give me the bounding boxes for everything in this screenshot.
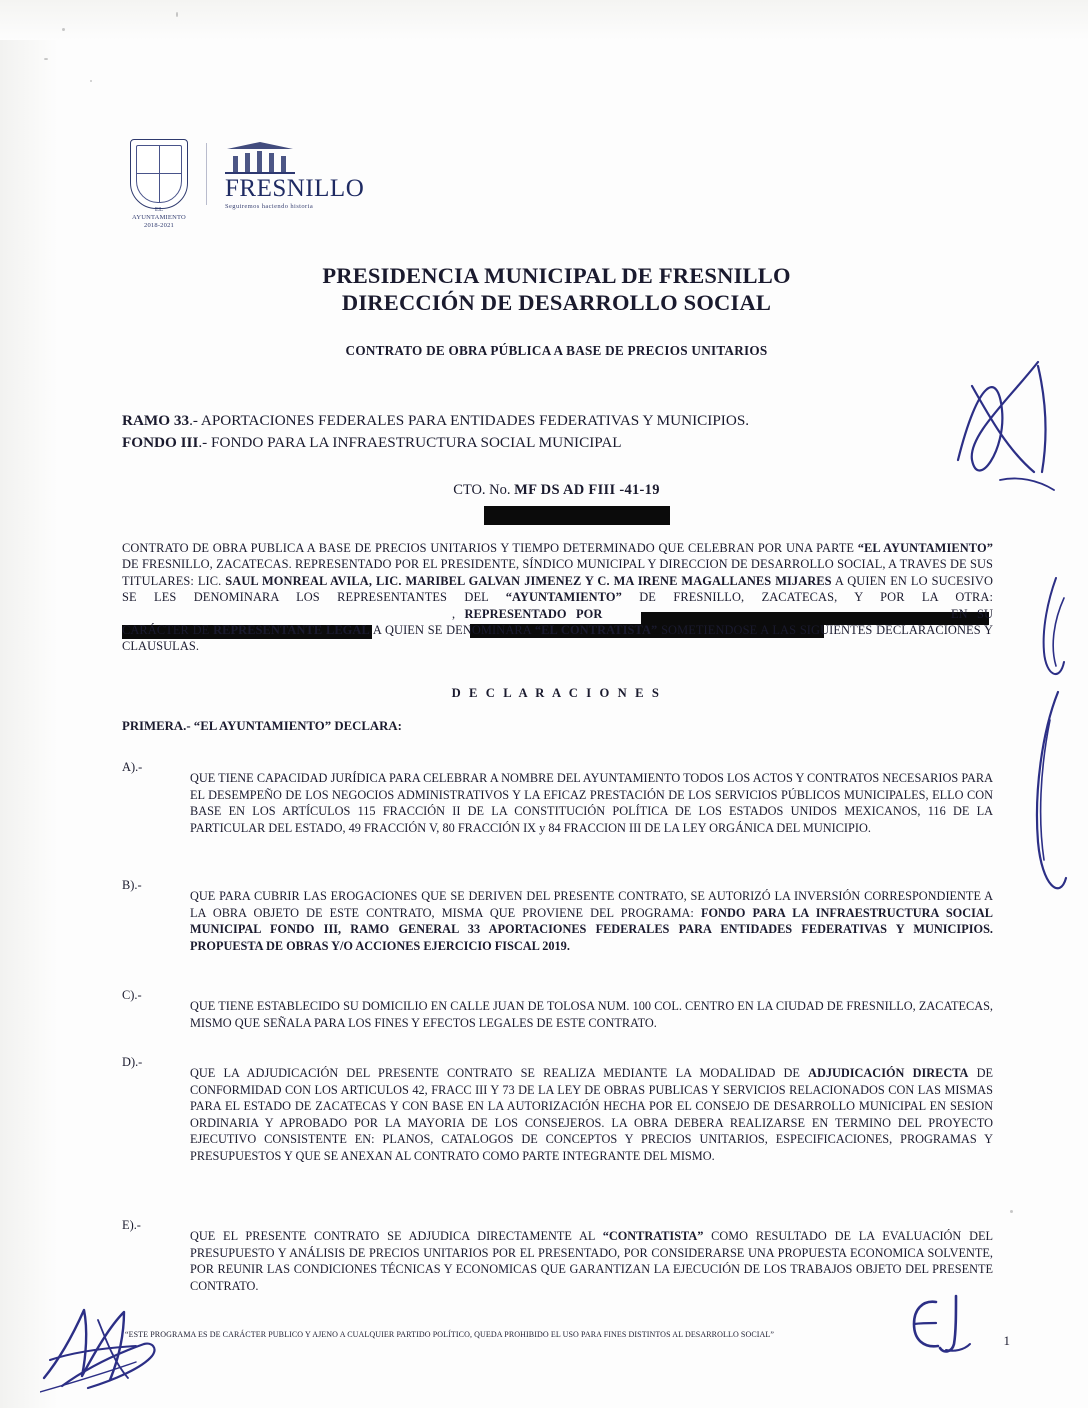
- municipal-crest-icon: [130, 139, 188, 229]
- scan-speck: [44, 58, 48, 60]
- document-subtitle: CONTRATO DE OBRA PÚBLICA A BASE DE PRECIOS UNITARIOS: [345, 342, 768, 358]
- scan-edge-top: [0, 0, 1088, 40]
- clause-c-text: QUE TIENE ESTABLECIDO SU DOMICILIO EN CALLE JUAN DE TOLOSA NUM. 100 COL. CENTRO EN LA CIUDAD DE FRESNILLO, ZACATECAS, MISMO QUE SEÑALA PARA LOS FINES Y EFECTOS LEGALES DE ESTE CONTRATO.: [190, 999, 993, 1030]
- fresnillo-logo: [225, 138, 364, 210]
- ramo-label: RAMO 33: [122, 412, 190, 429]
- clause-b-label: B).-: [122, 878, 142, 892]
- brand-tagline: Seguiremos haciendo historia: [225, 203, 314, 210]
- clause-primera-heading: PRIMERA.- “EL AYUNTAMIENTO” DECLARA:: [122, 719, 402, 733]
- crest-caption-line2: 2018-2021: [144, 221, 174, 229]
- clause-a: [122, 760, 993, 836]
- intro-text-3: A QUIEN EN LO SUCESIVO SE LES DENOMINARA LOS REPRESENTANTES DEL: [122, 573, 993, 605]
- page-title-line2: DIRECCIÓN DE DESARROLLO SOCIAL: [341, 290, 772, 316]
- clause-d-label: D).-: [122, 1055, 143, 1069]
- intro-bold-contratista: “EL CONTRATISTA”: [534, 622, 658, 637]
- letterhead: [130, 138, 365, 229]
- clause-e-label: E).-: [122, 1218, 141, 1232]
- clause-d-text-rest: DE CONFORMIDAD CON LOS ARTICULOS 42, FRACC III Y 73 DE LA LEY DE OBRAS PUBLICAS Y SERVICIOS RELACIONADOS CON LAS MISMAS PARA EL ESTADO DE ZACATECAS Y CON BASE EN LA AUTORIZACIÓN HECHA POR EL CONSEJO DE DESARROLLO MUNICIPAL EN SESION ORDINARIA Y APROBADO POR LA MAYORIA DE LOS CONSEJEROS. LA OBRA DEBERA REALIZARSE EN TERMINO DEL PROYECTO EJECUTIVO CONSISTENTE EN: PLANOS, CATALOGOS DE CONCEPTOS Y PRECIOS UNITARIOS, ESPECIFICACIONES, PROGRAMAS Y PRESUPUESTOS Y QUE SE ANEXAN AL CONTRATO COMO PARTE INTEGRANTE DEL MISMO.: [190, 1066, 993, 1163]
- clause-d: [122, 1055, 993, 1165]
- clause-c-label: C).-: [122, 988, 142, 1002]
- cto-number: MF DS AD FIII -41-19: [514, 482, 660, 498]
- intro-bold-titulares: SAUL MONREAL AVILA, LIC. MARIBEL GALVAN JIMENEZ Y C. MA IRENE MAGALLANES MIJARES: [225, 573, 832, 588]
- intro-text-7: A QUIEN SE DENOMINARA: [369, 622, 535, 637]
- clause-a-text: QUE TIENE CAPACIDAD JURÍDICA PARA CELEBRAR A NOMBRE DEL AYUNTAMIENTO TODOS LOS ACTOS Y CONTRATOS NECESARIOS PARA EL DESEMPEÑO DE LOS NEGOCIOS ADMINISTRATIVOS Y LA EFICAZ PRESTACIÓN DE LOS SERVICIOS PÚBLICOS MUNICIPALES, ELLO CON BASE EN LOS ARTÍCULOS 115 FRACCIÓN II DE LA CONSTITUCIÓN POLÍTICA DE LOS ESTADOS UNIDOS MEXICANOS, 116 DE LA PARTICULAR DEL ESTADO, 49 FRACCIÓN V, 80 FRACCIÓN IX y 84 FRACCION III DE LA LEY ORGÁNICA DEL MUNICIPIO.: [190, 771, 993, 835]
- clause-d-text-plain: QUE LA ADJUDICACIÓN DEL PRESENTE CONTRATO SE REALIZA MEDIANTE LA MODALIDAD DE: [190, 1066, 809, 1080]
- brand-wordmark: [225, 176, 364, 201]
- brand-word-text: FRESNILL: [225, 175, 346, 202]
- signature-initials-e: [906, 1290, 978, 1360]
- clause-b-text-plain: QUE PARA CUBRIR LAS EROGACIONES QUE SE DERIVEN DEL PRESENTE CONTRATO, SE AUTORIZÓ LA INVERSIÓN CORRESPONDIENTE A LA OBRA OBJETO DE ESTE CONTRATO, MISMA QUE PROVIENE DEL PROGRAMA:: [190, 889, 993, 920]
- declarations-heading: D E C L A R A C I O N E S: [451, 686, 662, 700]
- fondo-text: .- FONDO PARA LA INFRAESTRUCTURA SOCIAL MUNICIPAL: [198, 434, 622, 452]
- scan-edge-left: [0, 0, 58, 1408]
- brand-word-o: O: [345, 175, 365, 202]
- intro-text-8: SOMETIENDOSE A LAS SIGUIENTES DECLARACIONES Y CLAUSULAS.: [122, 622, 993, 654]
- footer-disclaimer: “ESTE PROGRAMA ES DE CARÁCTER PUBLICO Y AJENO A CUALQUIER PARTIDO POLÍTICO, QUEDA PROHIBIDO EL USO PARA FINES DISTINTOS AL DESARROLLO SOCIAL”: [125, 1330, 775, 1339]
- scan-speck: [62, 28, 65, 31]
- aqueduct-icon: [225, 138, 295, 174]
- document-title-block: [120, 262, 993, 359]
- intro-text-5: ,: [452, 606, 465, 621]
- intro-paragraph: [122, 540, 993, 655]
- clause-e-text-plain: QUE EL PRESENTE CONTRATO SE ADJUDICA DIRECTAMENTE AL: [190, 1229, 603, 1243]
- clause-c: [122, 988, 993, 1031]
- intro-bold-ayuntamiento: “EL AYUNTAMIENTO”: [857, 541, 993, 555]
- intro-bold-ayuntamiento-2: “AYUNTAMIENTO”: [505, 590, 622, 605]
- scan-speck: [90, 80, 92, 82]
- clause-e-text-rest: COMO RESULTADO DE LA EVALUACIÓN DEL PRESUPUESTO Y ANÁLISIS DE PRECIOS UNITARIOS POR EL PRESENTADO, POR CONSIDERARSE UNA PROPUESTA ECONOMICA SOLVENTE, POR REUNIR LAS CONDICIONES TÉCNICAS Y ECONOMICAS QUE GARANTIZAN LA EJECUCIÓN DE LOS TRABAJOS OBJETO DEL PRESENTE CONTRATO.: [190, 1229, 993, 1293]
- signature-bottom-left: [40, 1300, 170, 1395]
- clause-b-text: [190, 888, 993, 954]
- clause-e-text-bold: “CONTRATISTA”: [602, 1229, 704, 1243]
- clause-b: [122, 878, 993, 954]
- ramo-text: .- APORTACIONES FEDERALES PARA ENTIDADES FEDERATIVAS Y MUNICIPIOS.: [189, 412, 750, 429]
- intro-text-2: DE FRESNILLO, ZACATECAS. REPRESENTADO POR EL PRESIDENTE, SÍNDICO MUNICIPAL Y DIRECCION DE DESARROLLO SOCIAL, A TRAVES DE SUS TITULARES: LIC.: [122, 557, 993, 588]
- clause-e-text: [190, 1228, 993, 1294]
- clause-a-label: A).-: [122, 760, 143, 774]
- clause-e: [122, 1218, 993, 1294]
- scan-speck: [176, 12, 178, 17]
- intro-bold-representante-legal: REPRESENTANTE LEGAL: [213, 622, 370, 637]
- page-title-line1: PRESIDENCIA MUNICIPAL DE FRESNILLO: [322, 263, 791, 288]
- intro-bold-representado: REPRESENTADO POR: [464, 606, 603, 621]
- page-number: 1: [1003, 1333, 1010, 1348]
- intro-text-6: EN SU CARÁCTER DE: [122, 606, 994, 637]
- cto-prefix: CTO. No.: [453, 482, 515, 498]
- clause-d-text: [190, 1065, 993, 1165]
- contract-number-line: [120, 482, 993, 499]
- scan-speck: [1010, 1210, 1013, 1213]
- crest-caption-line1: EL AYUNTAMIENTO: [132, 205, 186, 221]
- clause-d-text-bold: ADJUDICACIÓN DIRECTA: [808, 1066, 969, 1080]
- program-reference: [122, 410, 993, 454]
- intro-text-4: DE FRESNILLO, ZACATECAS, Y POR LA OTRA:: [621, 590, 994, 605]
- clause-b-text-bold: FONDO PARA LA INFRAESTRUCTURA SOCIAL MUNICIPAL FONDO III, RAMO GENERAL 33 APORTACIONES FEDERALES PARA ENTIDADES FEDERATIVAS Y MUNICIPIOS. PROPUESTA DE OBRAS Y/O ACCIONES EJERCICIO FISCAL 2019.: [190, 905, 993, 953]
- fondo-label: FONDO III: [122, 434, 199, 452]
- intro-text-1: CONTRATO DE OBRA PUBLICA A BASE DE PRECIOS UNITARIOS Y TIEMPO DETERMINADO QUE CELEBRAN POR UNA PARTE: [122, 541, 855, 555]
- letterhead-divider: [206, 143, 207, 205]
- redaction-bar-contract: [484, 506, 670, 525]
